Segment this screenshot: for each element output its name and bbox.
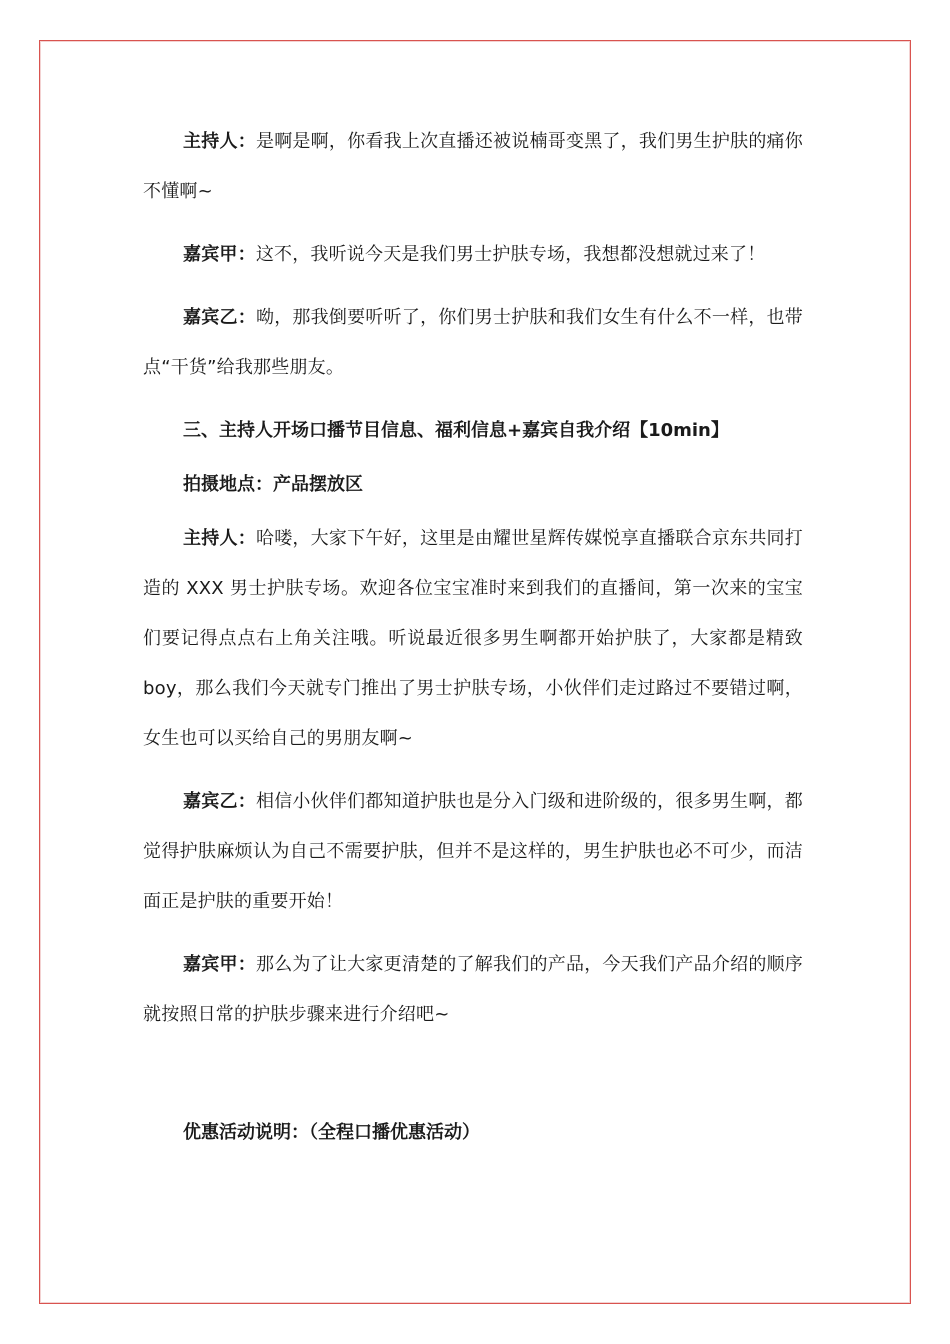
speaker-label: 嘉宾甲： [183, 244, 256, 265]
speaker-label: 嘉宾乙： [183, 307, 256, 328]
document-body [143, 117, 803, 1162]
promo-heading: 优惠活动说明：（全程口播优惠活动） [183, 1122, 480, 1143]
dialogue-text: 哈喽，大家下午好，这里是由耀世星辉传媒悦享直播联合京东共同打造的 XXX 男士护肤专场。欢迎各位宝宝准时来到我们的直播间，第一次来的宝宝们要记得点点右上角关注哦。听说最近很多男生啊都开始护肤了，大家都是精致 boy，那么我们今天就专门推出了男士护肤专场，小伙伴们走过路过不要错过啊，女生也可以买给自己的男朋友啊~ [143, 528, 803, 749]
dialogue-text: 是啊是啊，你看我上次直播还被说楠哥变黑了，我们男生护肤的痛你不懂啊~ [143, 131, 803, 202]
speaker-label: 嘉宾乙： [183, 791, 256, 812]
dialogue-paragraph [143, 117, 803, 217]
section-heading: 三、主持人开场口播节目信息、福利信息+嘉宾自我介绍【10min】 [183, 420, 729, 441]
speaker-label: 嘉宾甲： [183, 954, 256, 975]
dialogue-text: 这不，我听说今天是我们男士护肤专场，我想都没想就过来了！ [255, 244, 766, 265]
blank-spacer [143, 1053, 803, 1108]
dialogue-paragraph [143, 514, 803, 764]
dialogue-paragraph [143, 230, 803, 280]
speaker-label: 主持人： [183, 528, 256, 549]
dialogue-paragraph [143, 777, 803, 927]
dialogue-paragraph [143, 293, 803, 393]
speaker-label: 主持人： [183, 131, 256, 152]
dialogue-text: 呦，那我倒要听听了，你们男士护肤和我们女生有什么不一样，也带点“干货”给我那些朋友。 [143, 307, 803, 378]
dialogue-text: 那么为了让大家更清楚的了解我们的产品，今天我们产品介绍的顺序就按照日常的护肤步骤来进行介绍吧~ [143, 954, 803, 1025]
dialogue-text: 相信小伙伴们都知道护肤也是分入门级和进阶级的，很多男生啊，都觉得护肤麻烦认为自己不需要护肤，但并不是这样的，男生护肤也必不可少，而洁面正是护肤的重要开始！ [143, 791, 803, 912]
dialogue-paragraph [143, 940, 803, 1040]
location-heading: 拍摄地点：产品摆放区 [183, 474, 363, 495]
